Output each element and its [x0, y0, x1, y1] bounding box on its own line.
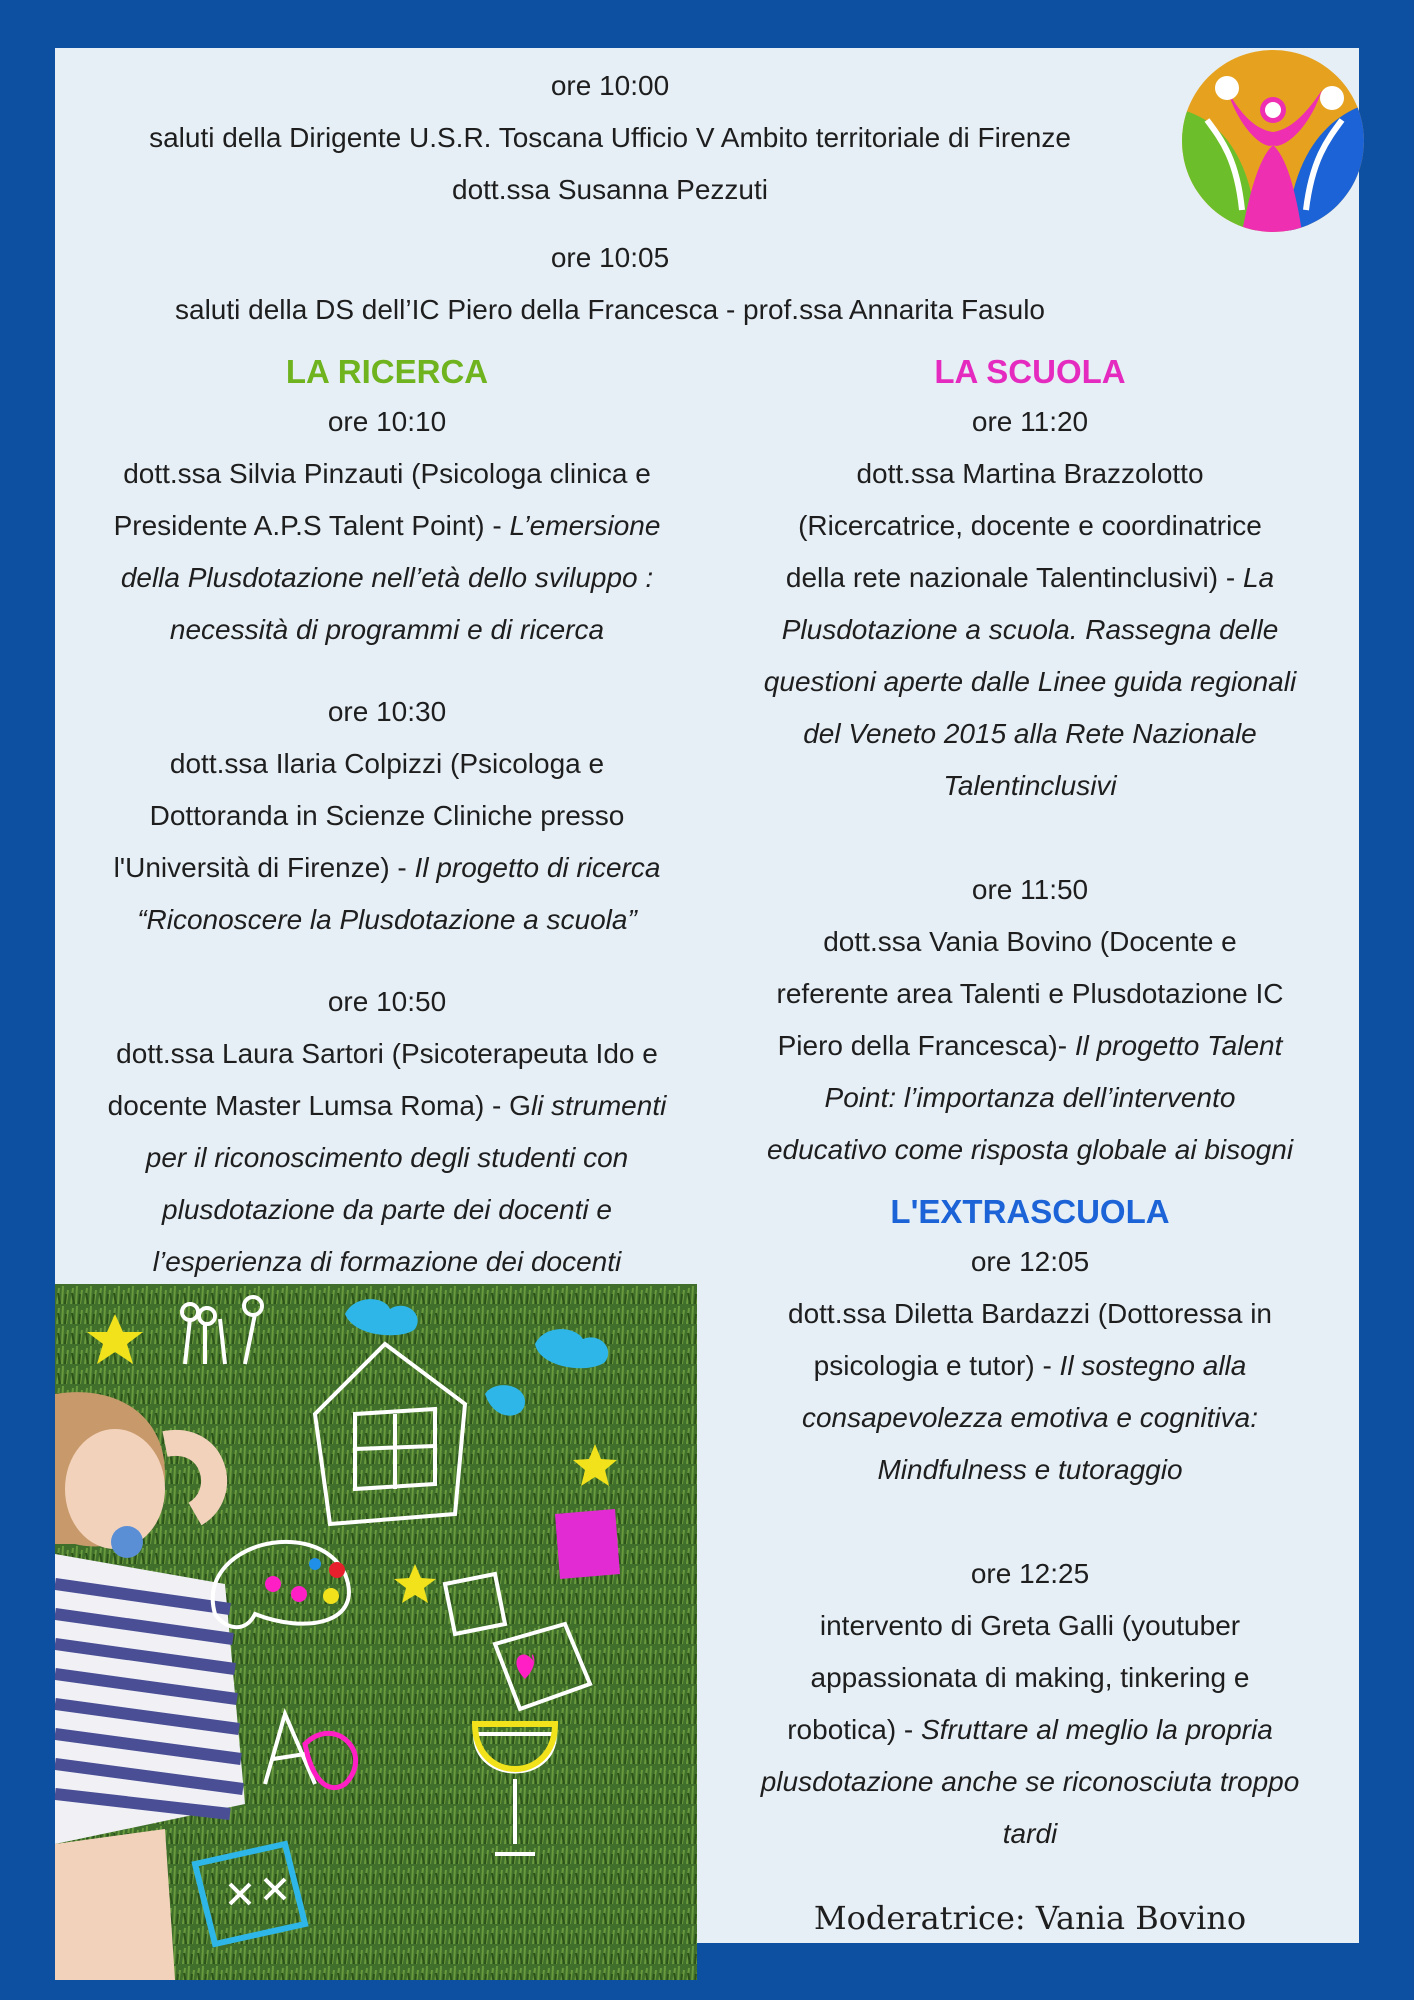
talk-title-line: per il riconoscimento degli studenti con	[145, 1142, 629, 1173]
talk-speaker-line: referente area Talenti e Plusdotazione IC	[776, 978, 1284, 1009]
talk-title-line: Sfruttare al meglio la propria	[921, 1714, 1273, 1745]
talk-speaker-line: docente Master Lumsa Roma) - G	[107, 1090, 531, 1121]
talk-title-line: educativo come risposta globale ai bisogni	[766, 1134, 1294, 1165]
talk-time: ore 11:50	[971, 874, 1089, 905]
talk-title-line: plusdotazione da parte dei docenti e	[162, 1194, 612, 1225]
talk-title-line: plusdotazione anche se riconosciuta troppo	[760, 1766, 1300, 1797]
talk-title-line: tardi	[1002, 1818, 1058, 1849]
talk-speaker-line: dott.ssa Ilaria Colpizzi (Psicologa e	[169, 748, 605, 779]
ricerca-column	[55, 348, 719, 1288]
talk-title-line: questioni aperte dalle Linee guida regionali	[763, 666, 1297, 697]
talk-title-line: L’emersione	[509, 510, 661, 541]
talk-title-line: Il progetto di ricerca	[414, 852, 661, 883]
extrascuola-heading: L'EXTRASCUOLA	[890, 1193, 1170, 1230]
intro-block	[55, 60, 1165, 336]
talk-time: ore 11:20	[971, 406, 1089, 437]
ricerca-heading: LA RICERCA	[285, 353, 489, 390]
talk-speaker-line: dott.ssa Vania Bovino (Docente e	[823, 926, 1237, 957]
talk-title-line: Point: l’importanza dell’intervento	[824, 1082, 1236, 1113]
talk-title-line: Talentinclusivi	[943, 770, 1117, 801]
talk-speaker-line: Dottoranda in Scienze Cliniche presso	[149, 800, 625, 831]
talk-time: ore 12:25	[970, 1558, 1090, 1589]
talk-title-line: “Riconoscere la Plusdotazione a scuola”	[137, 904, 637, 935]
talk-title-line: Mindfulness e tutoraggio	[877, 1454, 1183, 1485]
talk-title-line: l’esperienza di formazione dei docenti	[152, 1246, 622, 1277]
talk-speaker-line: Presidente A.P.S Talent Point) -	[113, 510, 510, 541]
scuola-talk-2	[740, 864, 1320, 1176]
talk-time: ore 10:10	[327, 406, 447, 437]
talk-title-line: Plusdotazione a scuola. Rassegna delle	[781, 614, 1279, 645]
talk-speaker-line: psicologia e tutor) -	[813, 1350, 1060, 1381]
talk-speaker-line: dott.ssa Martina Brazzolotto	[856, 458, 1204, 489]
talk-time: ore 10:50	[327, 986, 447, 1017]
intro-greeting-1: saluti della Dirigente U.S.R. Toscana Ufficio V Ambito territoriale di Firenze	[149, 122, 1071, 153]
intro-greeting-2: saluti della DS dell’IC Piero della Francesca - prof.ssa Annarita Fasulo	[175, 294, 1045, 325]
extrascuola-talk-1	[740, 1236, 1320, 1496]
intro-time-1: ore 10:00	[550, 70, 670, 101]
talk-speaker-line: robotica) -	[787, 1714, 922, 1745]
talk-speaker-line: dott.ssa Laura Sartori (Psicoterapeuta Ido e	[116, 1038, 658, 1069]
talk-speaker-line: l'Università di Firenze) -	[113, 852, 415, 883]
talk-title-line: Il progetto Talent	[1074, 1030, 1283, 1061]
talk-title-line: Il sostegno alla	[1059, 1350, 1247, 1381]
ricerca-talk-2	[55, 686, 719, 946]
intro-greeting-1-name: dott.ssa Susanna Pezzuti	[452, 174, 768, 205]
talk-speaker-line: appassionata di making, tinkering e	[810, 1662, 1250, 1693]
scuola-column	[740, 348, 1320, 1860]
talk-speaker-line: Piero della Francesca)-	[777, 1030, 1075, 1061]
talk-speaker-line: dott.ssa Silvia Pinzauti (Psicologa clinica e	[123, 458, 651, 489]
scuola-heading: LA SCUOLA	[934, 353, 1126, 390]
ricerca-talk-1	[55, 396, 719, 656]
talk-title-line: La	[1242, 562, 1275, 593]
talk-title-line: della Plusdotazione nell’età dello sviluppo :	[120, 562, 654, 593]
talk-title-line: li strumenti	[530, 1090, 667, 1121]
extrascuola-talk-2	[740, 1548, 1320, 1860]
talk-speaker-line: intervento di Greta Galli (youtuber	[819, 1610, 1241, 1641]
talk-speaker-line: (Ricercatrice, docente e coordinatrice	[798, 510, 1262, 541]
ricerca-talk-3	[55, 976, 719, 1288]
moderator-line: Moderatrice: Vania Bovino	[813, 1899, 1247, 1937]
talk-speaker-line: della rete nazionale Talentinclusivi) -	[785, 562, 1243, 593]
talk-title-line: necessità di programmi e di ricerca	[169, 614, 605, 645]
talk-title-line: del Veneto 2015 alla Rete Nazionale	[803, 718, 1257, 749]
talk-speaker-line: dott.ssa Diletta Bardazzi (Dottoressa in	[788, 1298, 1272, 1329]
talk-title-line: consapevolezza emotiva e cognitiva:	[801, 1402, 1259, 1433]
people-logo-icon	[1182, 50, 1364, 232]
talk-time: ore 10:30	[327, 696, 447, 727]
intro-time-2: ore 10:05	[550, 242, 670, 273]
talk-time: ore 12:05	[970, 1246, 1090, 1277]
girl-on-grass-illustration	[55, 1284, 697, 1980]
scuola-talk-1	[740, 396, 1320, 812]
